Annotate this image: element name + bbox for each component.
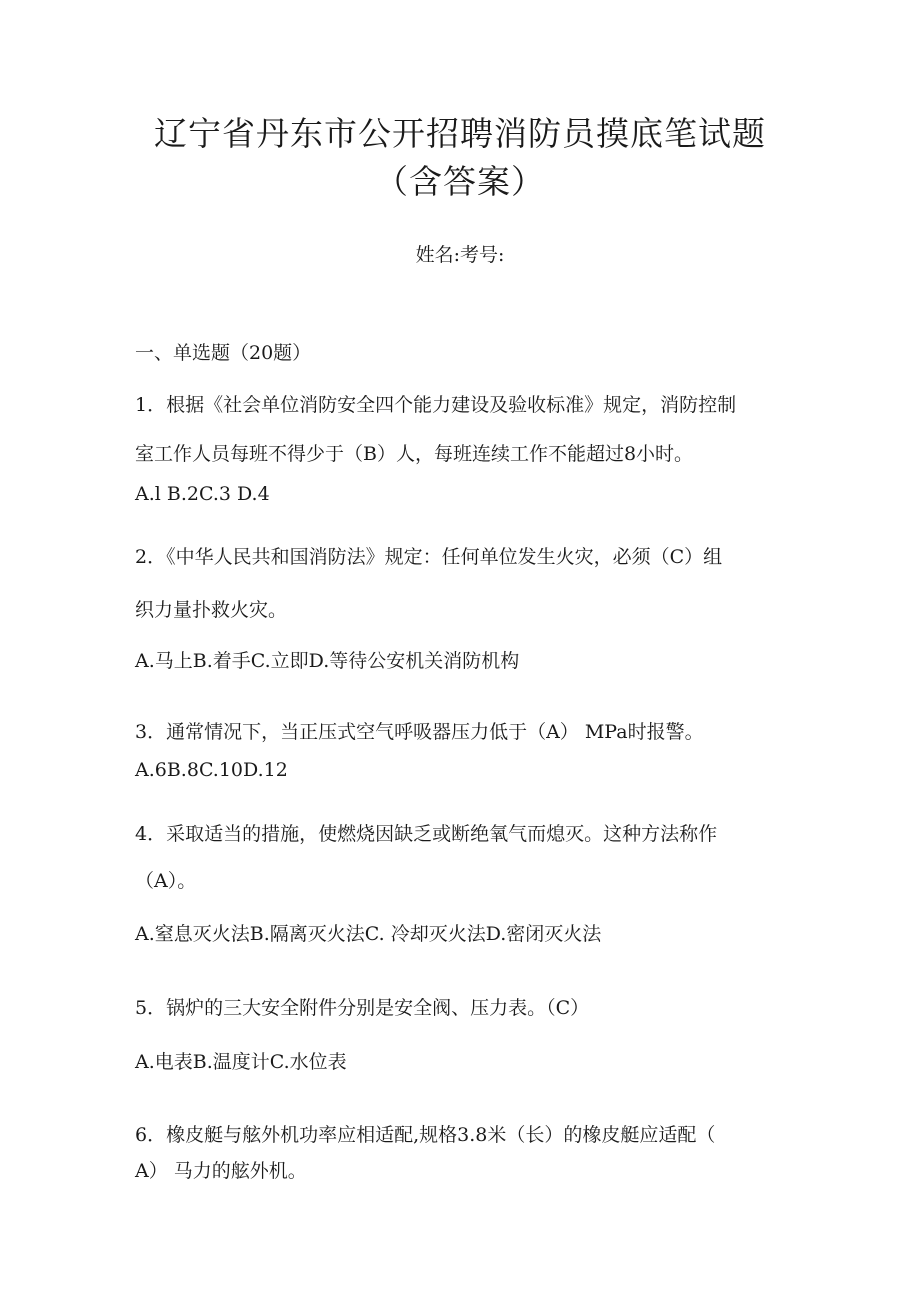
question-2-stem-line2: 织力量扑救火灾。 [135, 599, 288, 621]
document-title: 辽宁省丹东市公开招聘消防员摸底笔试题 [154, 114, 766, 153]
question-6-stem-line2: A） 马力的舷外机。 [135, 1160, 307, 1182]
question-1-stem-line1: 1．根据《社会单位消防安全四个能力建设及验收标准》规定，消防控制 [135, 394, 737, 416]
question-2-options: A.马上B.着手C.立即D.等待公安机关消防机构 [135, 650, 520, 672]
document-title-suffix: （含答案） [375, 162, 545, 201]
question-5-options: A.电表B.温度计C.水位表 [135, 1051, 347, 1073]
question-4-options: A.窒息灭火法B.隔离灭火法C. 冷却灭火法D.密闭灭火法 [135, 923, 602, 945]
question-1-stem-line2: 室工作人员每班不得少于（B）人，每班连续工作不能超过8小时。 [135, 443, 694, 465]
question-4-stem-line2: （A）。 [135, 870, 197, 892]
question-6-stem-line1: 6．橡皮艇与舷外机功率应相适配,规格3.8米（长）的橡皮艇应适配（ [135, 1124, 716, 1146]
question-3-options: A.6B.8C.10D.12 [135, 759, 288, 781]
question-5-stem-line1: 5．锅炉的三大安全附件分别是安全阀、压力表。（C） [135, 997, 590, 1019]
question-2-stem-line1: 2．《中华人民共和国消防法》规定：任何单位发生火灾，必须（C）组 [135, 546, 723, 568]
question-3-stem-line1: 3．通常情况下，当正压式空气呼吸器压力低于（A） MPa时报警。 [135, 721, 704, 743]
question-4-stem-line1: 4．采取适当的措施，使燃烧因缺乏或断绝氧气而熄灭。这种方法称作 [135, 823, 718, 845]
candidate-info: 姓名:考号: [415, 244, 505, 266]
section-heading: 一、单选题（20题） [135, 342, 312, 364]
question-1-options: A.l B.2C.3 D.4 [135, 483, 270, 505]
